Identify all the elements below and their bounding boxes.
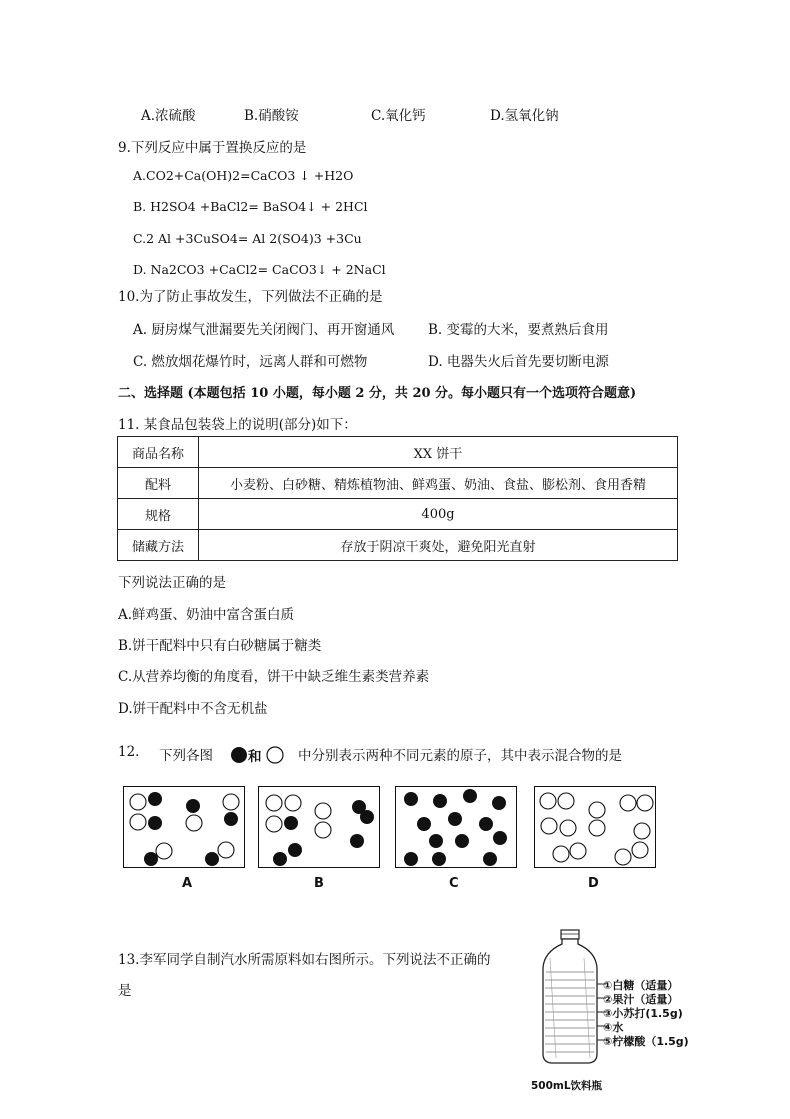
q9-option-c: C.2 Al +3CuSO4= Al 2(SO4)3 +3Cu xyxy=(133,231,362,246)
box-label-d: D xyxy=(588,876,599,891)
q10-option-d: D. 电器失火后首先要切断电源 xyxy=(428,354,609,370)
white-atom-icon xyxy=(267,747,283,763)
q8-option-b: B.硝酸铵 xyxy=(244,108,299,124)
q12-number: 12. xyxy=(118,744,140,760)
table-row xyxy=(118,530,678,561)
ingredient-item: ①白糖（适量） xyxy=(603,979,679,992)
ingredient-item: ④水 xyxy=(603,1021,624,1034)
q9-option-b: B. H2SO4 +BaCl2= BaSO4↓ + 2HCl xyxy=(133,199,368,214)
q12-stem-pre: 下列各图 xyxy=(159,748,213,764)
table-value: 小麦粉、白砂糖、精炼植物油、鲜鸡蛋、奶油、食盐、膨松剂、食用香精 xyxy=(199,468,678,499)
box-label-c: C xyxy=(449,876,459,891)
table-row xyxy=(118,437,678,468)
q8-option-d: D.氢氧化钠 xyxy=(490,108,559,124)
table-key: 规格 xyxy=(118,499,199,530)
table-key: 商品名称 xyxy=(118,437,199,468)
black-atom-icon xyxy=(231,747,247,763)
box-label-a: A xyxy=(182,876,193,891)
drink-bottle-icon xyxy=(536,928,606,1070)
table-value: 400g xyxy=(199,499,678,530)
ingredient-item: ③小苏打(1.5g) xyxy=(603,1007,683,1020)
ingredient-item: ⑤柠檬酸（1.5g) xyxy=(603,1035,689,1048)
diagram-box-b xyxy=(258,786,380,868)
table-row xyxy=(118,499,678,530)
q11-stem: 11. 某食品包装袋上的说明(部分)如下： xyxy=(118,417,357,433)
bottle-label: 500mL饮料瓶 xyxy=(531,1080,603,1092)
q10-option-b: B. 变霉的大米，要煮熟后食用 xyxy=(428,322,609,338)
table-value: 存放于阴凉干爽处，避免阳光直射 xyxy=(199,530,678,561)
q10-option-c: C. 燃放烟花爆竹时，远离人群和可燃物 xyxy=(133,354,368,370)
q9-option-d: D. Na2CO3 +CaCl2= CaCO3↓ + 2NaCl xyxy=(133,262,386,277)
q10-option-a: A. 厨房煤气泄漏要先关闭阀门、再开窗通风 xyxy=(133,322,395,338)
section-two-heading: 二、选择题 (本题包括 10 小题，每小题 2 分，共 20 分。每小题只有一个选项符合题意) xyxy=(118,386,637,401)
q13-stem-line1: 13.李军同学自制汽水所需原料如右图所示。下列说法不正确的 xyxy=(118,952,491,968)
table-value: XX 饼干 xyxy=(199,437,678,468)
ingredient-item: ②果汁（适量） xyxy=(603,993,679,1006)
diagram-box-d xyxy=(534,786,656,868)
box-label-b: B xyxy=(314,876,324,891)
diagram-box-a xyxy=(123,786,245,868)
q11-option-d: D.饼干配料中不含无机盐 xyxy=(118,701,268,717)
table-key: 配料 xyxy=(118,468,199,499)
q11-option-c: C.从营养均衡的角度看，饼干中缺乏维生素类营养素 xyxy=(118,669,430,685)
q10-stem: 10.为了防止事故发生，下列做法不正确的是 xyxy=(118,289,383,305)
q8-option-a: A.浓硫酸 xyxy=(141,108,196,124)
diagram-box-c xyxy=(395,786,517,868)
q13-stem-line2: 是 xyxy=(118,983,132,999)
q9-stem: 9.下列反应中属于置换反应的是 xyxy=(118,140,307,156)
table-row xyxy=(118,468,678,499)
q11-option-a: A.鲜鸡蛋、奶油中富含蛋白质 xyxy=(118,607,295,623)
q9-option-a: A.CO2+Ca(OH)2=CaCO3 ↓ +H2O xyxy=(133,168,354,183)
q11-prompt: 下列说法正确的是 xyxy=(118,575,226,591)
table-key: 储藏方法 xyxy=(118,530,199,561)
q8-option-c: C.氧化钙 xyxy=(371,108,426,124)
legend-and: 和 xyxy=(248,749,262,765)
q11-option-b: B.饼干配料中只有白砂糖属于糖类 xyxy=(118,638,322,654)
product-info-table xyxy=(117,436,678,561)
q12-stem-post: 中分别表示两种不同元素的原子，其中表示混合物的是 xyxy=(298,748,622,764)
